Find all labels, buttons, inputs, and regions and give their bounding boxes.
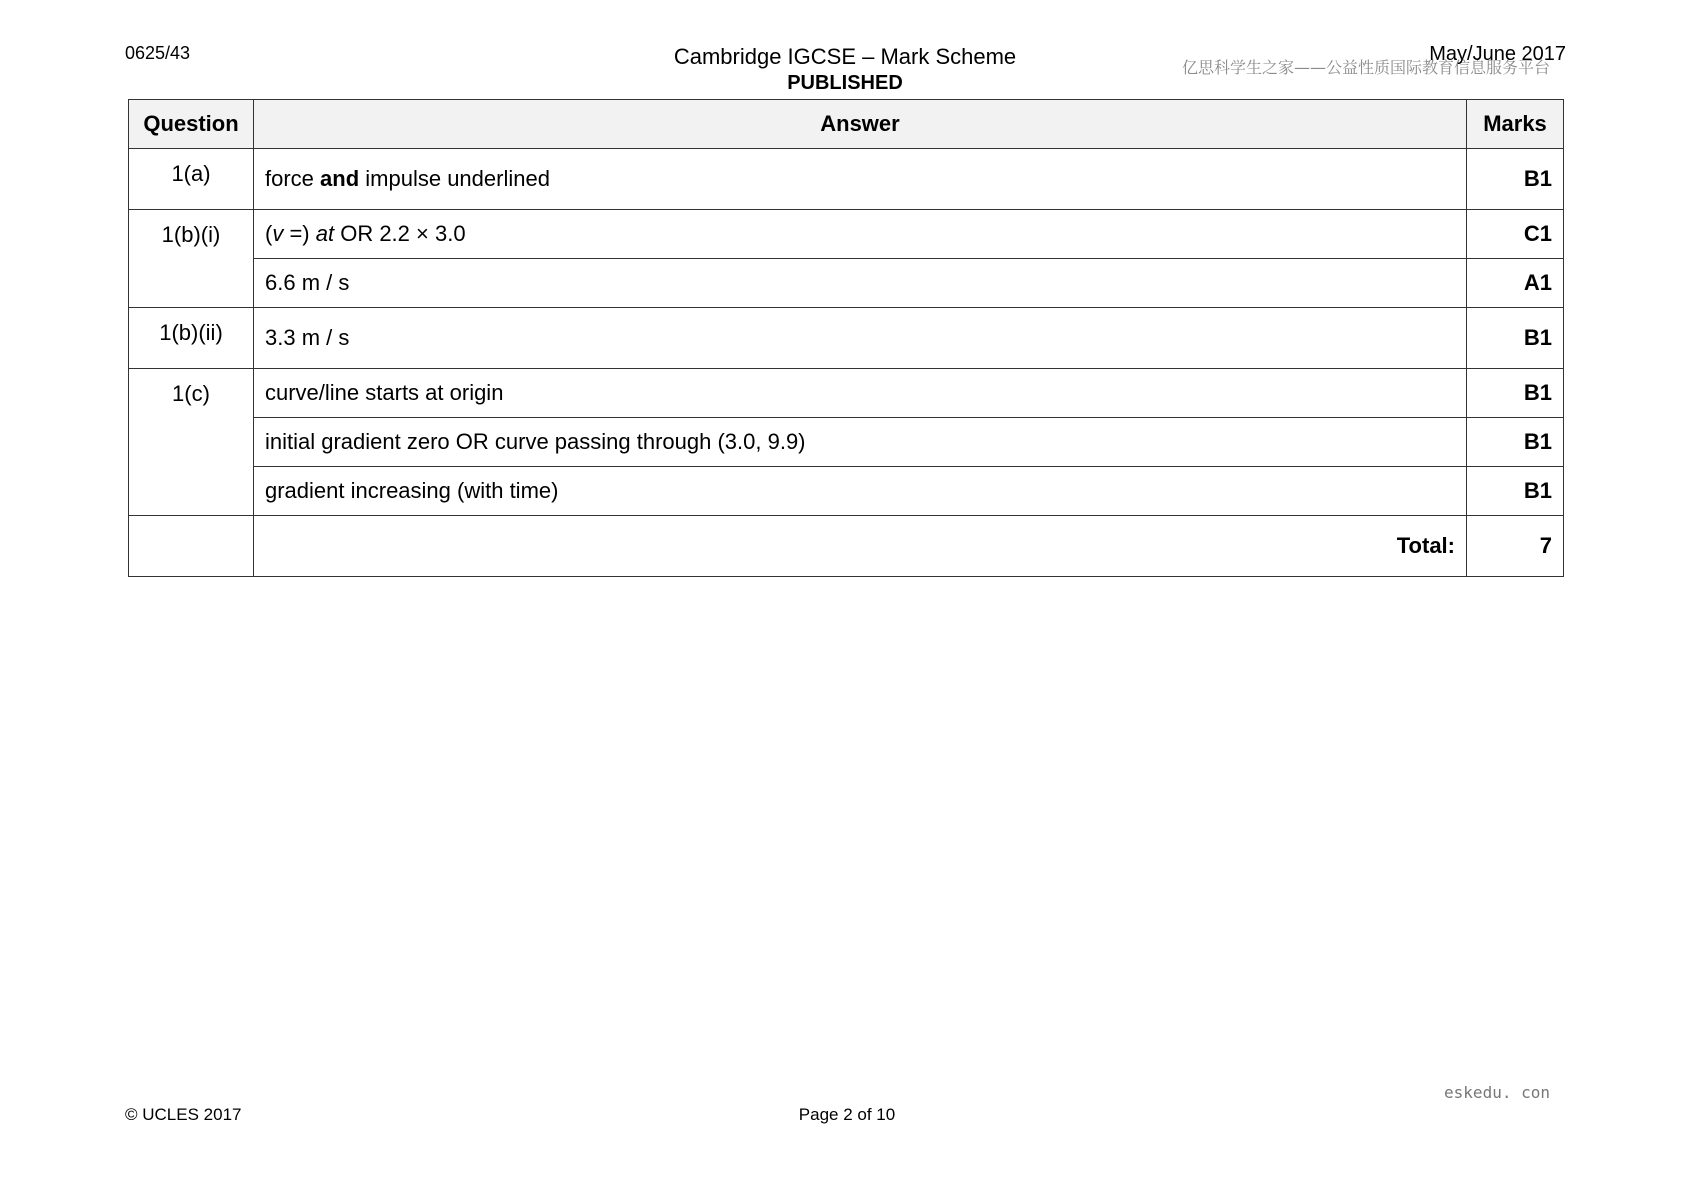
mark-cell: A1 xyxy=(1467,259,1564,308)
mark-scheme-table xyxy=(128,99,1564,577)
answer-cell: 6.6 m / s xyxy=(254,259,1467,308)
question-cell: 1(b)(i) xyxy=(129,210,254,308)
table-row xyxy=(129,259,1564,308)
copyright: © UCLES 2017 xyxy=(125,1105,242,1124)
question-cell: 1(b)(ii) xyxy=(129,308,254,369)
table-row xyxy=(129,210,1564,259)
mark-cell: B1 xyxy=(1467,149,1564,210)
total-value: 7 xyxy=(1467,516,1564,577)
table-row xyxy=(129,418,1564,467)
answer-cell: 3.3 m / s xyxy=(254,308,1467,369)
total-row xyxy=(129,516,1564,577)
mark-cell: B1 xyxy=(1467,467,1564,516)
variable: at xyxy=(315,221,335,246)
variable: v xyxy=(272,221,284,246)
answer-cell: gradient increasing (with time) xyxy=(254,467,1467,516)
question-cell xyxy=(129,516,254,577)
table-row xyxy=(129,308,1564,369)
question-cell: 1(a) xyxy=(129,149,254,210)
table-header-row xyxy=(129,100,1564,149)
table-row xyxy=(129,467,1564,516)
header-answer: Answer xyxy=(254,100,1467,149)
watermark-text: 亿思科学生之家——公益性质国际教育信息服务平台 xyxy=(1181,58,1550,77)
answer-cell: curve/line starts at origin xyxy=(254,369,1467,418)
exam-session: May/June 2017 xyxy=(1429,43,1566,65)
total-label: Total: xyxy=(254,516,1467,577)
header-marks: Marks xyxy=(1467,100,1564,149)
answer-cell: initial gradient zero OR curve passing through (3.0, 9.9) xyxy=(254,418,1467,467)
paper-code: 0625/43 xyxy=(125,43,191,63)
mark-cell: B1 xyxy=(1467,369,1564,418)
mark-cell: B1 xyxy=(1467,418,1564,467)
mark-cell: B1 xyxy=(1467,308,1564,369)
table-row xyxy=(129,149,1564,210)
question-cell: 1(c) xyxy=(129,369,254,516)
document-status: PUBLISHED xyxy=(787,72,903,94)
answer-cell: (v =) at OR 2.2 × 3.0 xyxy=(254,210,1467,259)
page-number: Page 2 of 10 xyxy=(798,1105,896,1124)
mark-cell: C1 xyxy=(1467,210,1564,259)
document-title: Cambridge IGCSE – Mark Scheme xyxy=(673,44,1017,69)
header-question: Question xyxy=(129,100,254,149)
answer-cell: force and impulse underlined xyxy=(254,149,1467,210)
emphasis: and xyxy=(320,166,360,191)
footer-watermark: eskedu. con xyxy=(1444,1083,1550,1102)
table-row xyxy=(129,369,1564,418)
